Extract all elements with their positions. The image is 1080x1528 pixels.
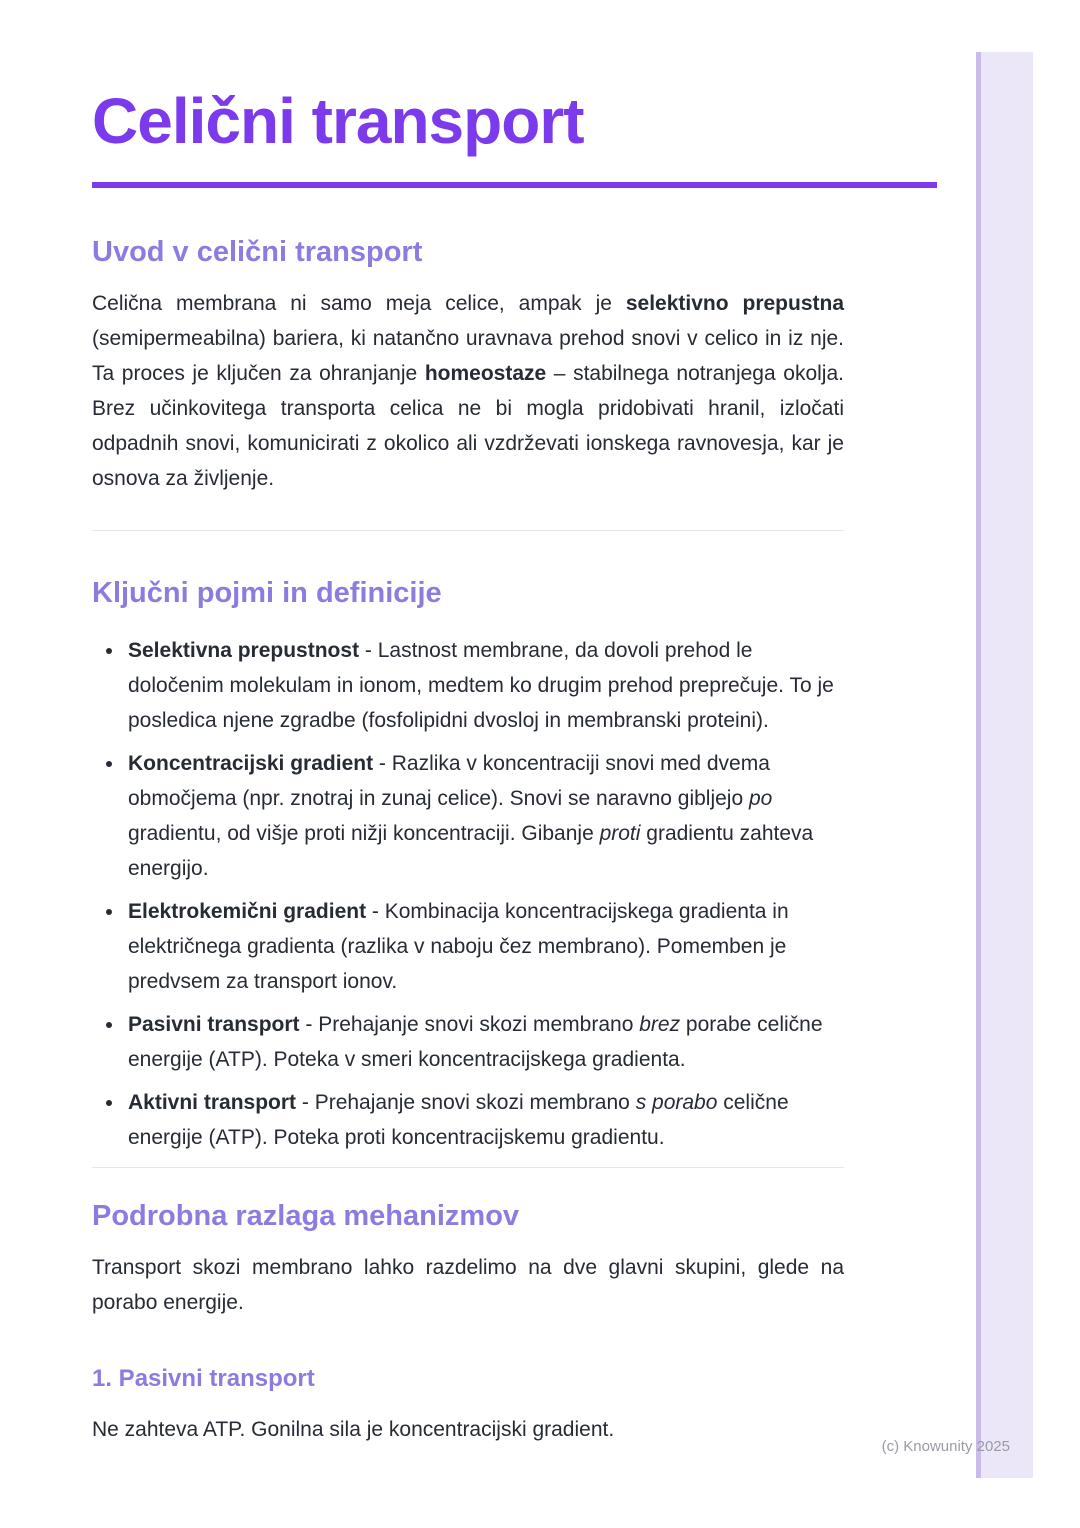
section-heading-intro: Uvod v celični transport bbox=[92, 235, 423, 268]
section-heading-key-terms: Ključni pojmi in definicije bbox=[92, 576, 442, 609]
page-title: Celični transport bbox=[92, 85, 584, 157]
footer-credit: (c) Knowunity 2025 bbox=[881, 1438, 1010, 1455]
intro-paragraph: Celična membrana ni samo meja celice, ampak je selektivno prepustna (semipermeabilna) bariera, ki natančno uravnava prehod snovi v celico in iz nje. Ta proces je ključen za ohranjanje homeostaze – stabilnega notranjega okolja. Brez učinkovitega transporta celica ne bi mogla pridobivati hranil, izločati odpadnih snovi, komunicirati z okolico ali vzdrževati ionskega ravnovesja, kar je osnova za življenje. bbox=[92, 291, 845, 490]
list-item-active-transport: • Aktivni transport - Prehajanje snovi skozi membrano s porabo celične energije (ATP). Poteka proti koncentracijskemu gradientu. bbox=[125, 1085, 844, 1155]
list-item-passive-transport: • Pasivni transport - Prehajanje snovi skozi membrano brez porabe celične energije (ATP). Poteka v smeri koncentracijskega gradienta. bbox=[125, 1007, 844, 1077]
section-heading-mechanisms: Podrobna razlaga mehanizmov bbox=[92, 1199, 520, 1232]
title-underline-rule bbox=[92, 182, 937, 188]
subsection-heading-passive-transport: 1. Pasivni transport bbox=[92, 1364, 315, 1392]
section-divider bbox=[92, 1167, 844, 1168]
document-content bbox=[92, 84, 937, 1447]
passive-transport-paragraph: Ne zahteva ATP. Gonilna sila je koncentracijski gradient. bbox=[92, 1417, 615, 1441]
list-item-selective-permeability: • Selektivna prepustnost - Lastnost membrane, da dovoli prehod le določenim molekulam in ionom, medtem ko drugim prehod preprečuje. To je posledica njene zgradbe (fosfolipidni dvosloj in membranski proteini). bbox=[125, 633, 844, 738]
list-item-concentration-gradient: • Koncentracijski gradient - Razlika v koncentraciji snovi med dvema območjema (npr. znotraj in zunaj celice). Snovi se naravno gibljejo po gradientu, od višje proti nižji koncentraciji. Gibanje proti gradientu zahteva energijo. bbox=[125, 746, 844, 886]
key-terms-list bbox=[92, 633, 844, 1155]
page-edge-strip bbox=[976, 52, 1033, 1478]
mechanisms-paragraph: Transport skozi membrano lahko razdelimo na dve glavni skupini, glede na porabo energije. bbox=[92, 1255, 844, 1314]
list-item-electrochemical-gradient: • Elektrokemični gradient - Kombinacija koncentracijskega gradienta in električnega gradienta (razlika v naboju čez membrano). Pomemben je predvsem za transport ionov. bbox=[125, 894, 844, 999]
section-divider bbox=[92, 530, 844, 531]
